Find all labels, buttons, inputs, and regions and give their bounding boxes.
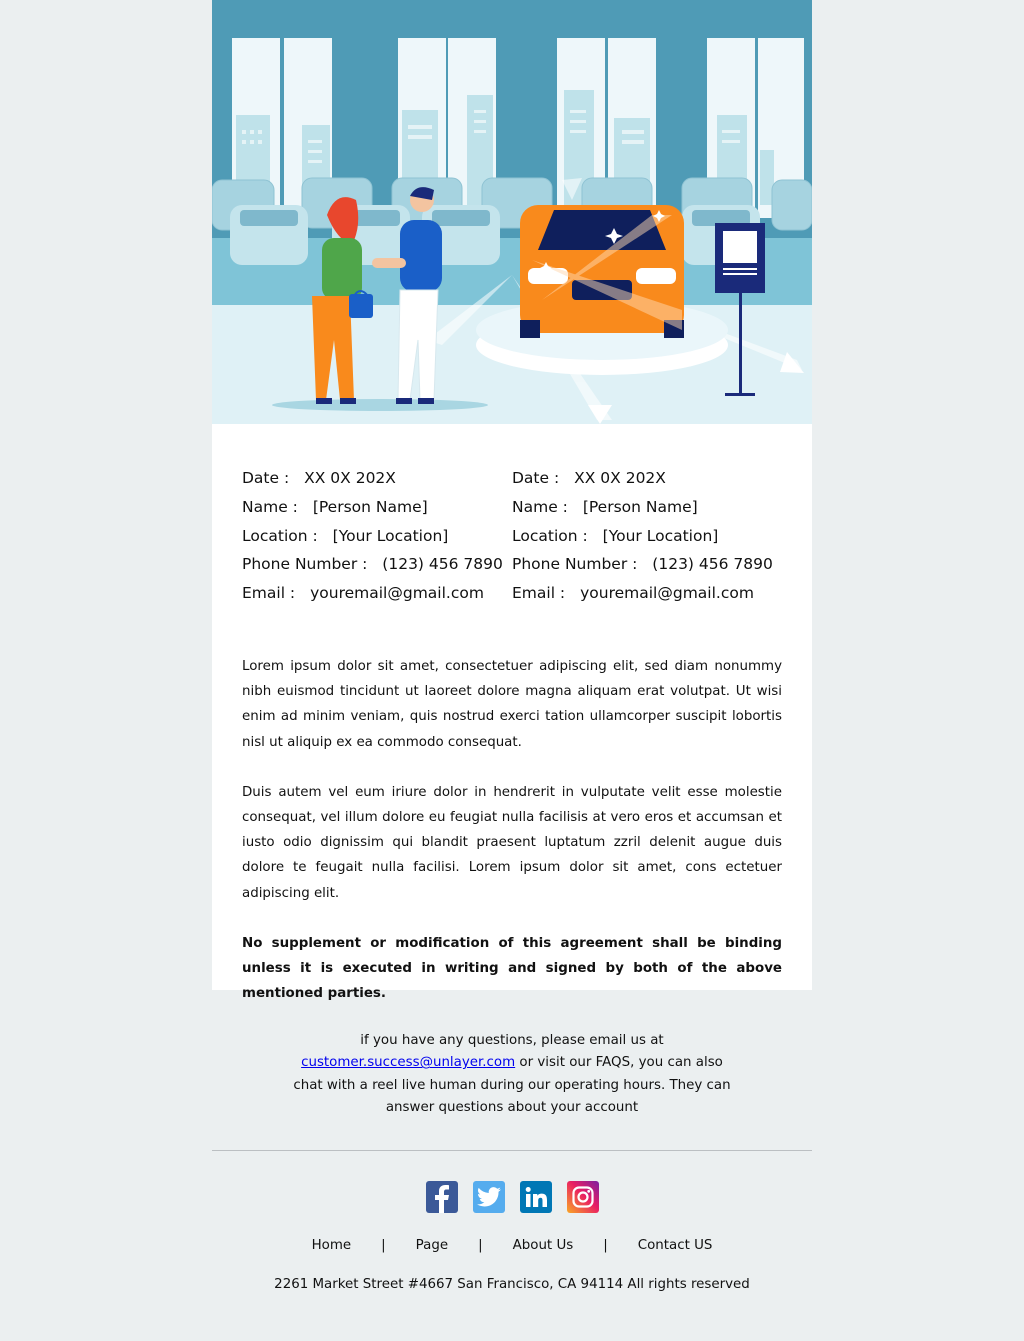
detail-label: Location : <box>512 526 588 545</box>
footer-divider <box>212 1150 812 1151</box>
detail-value: [Person Name] <box>312 497 428 516</box>
facebook-icon[interactable] <box>426 1181 458 1213</box>
detail-row-name <box>242 493 512 522</box>
details-left <box>242 464 512 608</box>
detail-label: Name : <box>242 497 298 516</box>
help-text <box>292 1030 732 1119</box>
detail-value: youremail@gmail.com <box>310 584 484 603</box>
detail-value: XX 0X 202X <box>574 469 666 487</box>
detail-row-email <box>512 579 782 608</box>
detail-value: [Your Location] <box>332 526 449 545</box>
nav-home[interactable]: Home <box>311 1238 352 1254</box>
detail-value: [Person Name] <box>582 497 698 516</box>
detail-label: Email : <box>512 584 566 603</box>
detail-label: Phone Number : <box>242 555 368 574</box>
nav-about-us[interactable]: About Us <box>512 1238 574 1254</box>
detail-label: Date : <box>242 469 290 487</box>
email-footer <box>212 1030 812 1292</box>
detail-value: (123) 456 7890 <box>382 555 503 574</box>
email-container <box>212 0 812 1002</box>
detail-value: [Your Location] <box>602 526 719 545</box>
twitter-icon[interactable] <box>473 1181 505 1213</box>
detail-value: (123) 456 7890 <box>652 555 773 574</box>
detail-value: XX 0X 202X <box>304 469 396 487</box>
agreement-notice: No supplement or modification of this agreement shall be binding unless it is executed in writing and signed by both of the above mentioned parties. <box>242 935 782 1002</box>
details-right <box>512 464 782 608</box>
hero-illustration <box>212 0 812 424</box>
nav-separator: | <box>478 1238 483 1254</box>
detail-row-date <box>242 464 512 493</box>
detail-row-location <box>242 522 512 551</box>
support-email-link[interactable]: customer.success@unlayer.com <box>301 1055 516 1071</box>
detail-label: Date : <box>512 469 560 487</box>
detail-row-phone <box>242 550 512 579</box>
nav-separator: | <box>381 1238 386 1254</box>
detail-label: Phone Number : <box>512 555 638 574</box>
detail-value: youremail@gmail.com <box>580 584 754 603</box>
instagram-icon[interactable] <box>567 1181 599 1213</box>
nav-separator: | <box>603 1238 608 1254</box>
footer-nav <box>212 1238 812 1253</box>
linkedin-icon[interactable] <box>520 1181 552 1213</box>
help-prefix: if you have any questions, please email us at <box>360 1033 664 1048</box>
nav-page[interactable]: Page <box>415 1238 449 1254</box>
help-suffix: or visit our FAQS, you can also chat with a reel live human during our operating hours. They can answer questions about your account <box>293 1055 731 1115</box>
detail-row-date <box>512 464 782 493</box>
detail-row-name <box>512 493 782 522</box>
detail-label: Location : <box>242 526 318 545</box>
body-paragraph-1: Lorem ipsum dolor sit amet, consectetuer adipiscing elit, sed diam nonummy nibh euismod tincidunt ut laoreet dolore magna aliquam erat volutpat. Ut wisi enim ad minim veniam, quis nostrud exerci tation ullamcorper suscipit lobortis nisl ut aliquip ex ea commodo consequat. <box>242 658 782 750</box>
body-paragraph-2: Duis autem vel eum iriure dolor in hendrerit in vulputate velit esse molestie consequat, vel illum dolore eu feugiat nulla facilisis at vero eros et accumsan et iusto odio dignissim qui blandit praesent luptatum zzril delenit augue duis dolore te feugait nulla facilisi. Lorem ipsum dolor sit amet, cons ectetuer adipiscing elit. <box>242 784 782 901</box>
detail-row-phone <box>512 550 782 579</box>
detail-row-location <box>512 522 782 551</box>
detail-label: Name : <box>512 497 568 516</box>
social-links <box>212 1181 812 1213</box>
footer-address: 2261 Market Street #4667 San Francisco, CA 94114 All rights reserved <box>274 1277 750 1293</box>
agreement-card <box>212 424 812 1002</box>
nav-contact-us[interactable]: Contact US <box>637 1238 713 1254</box>
detail-row-email <box>242 579 512 608</box>
details-columns <box>242 464 782 608</box>
detail-label: Email : <box>242 584 296 603</box>
